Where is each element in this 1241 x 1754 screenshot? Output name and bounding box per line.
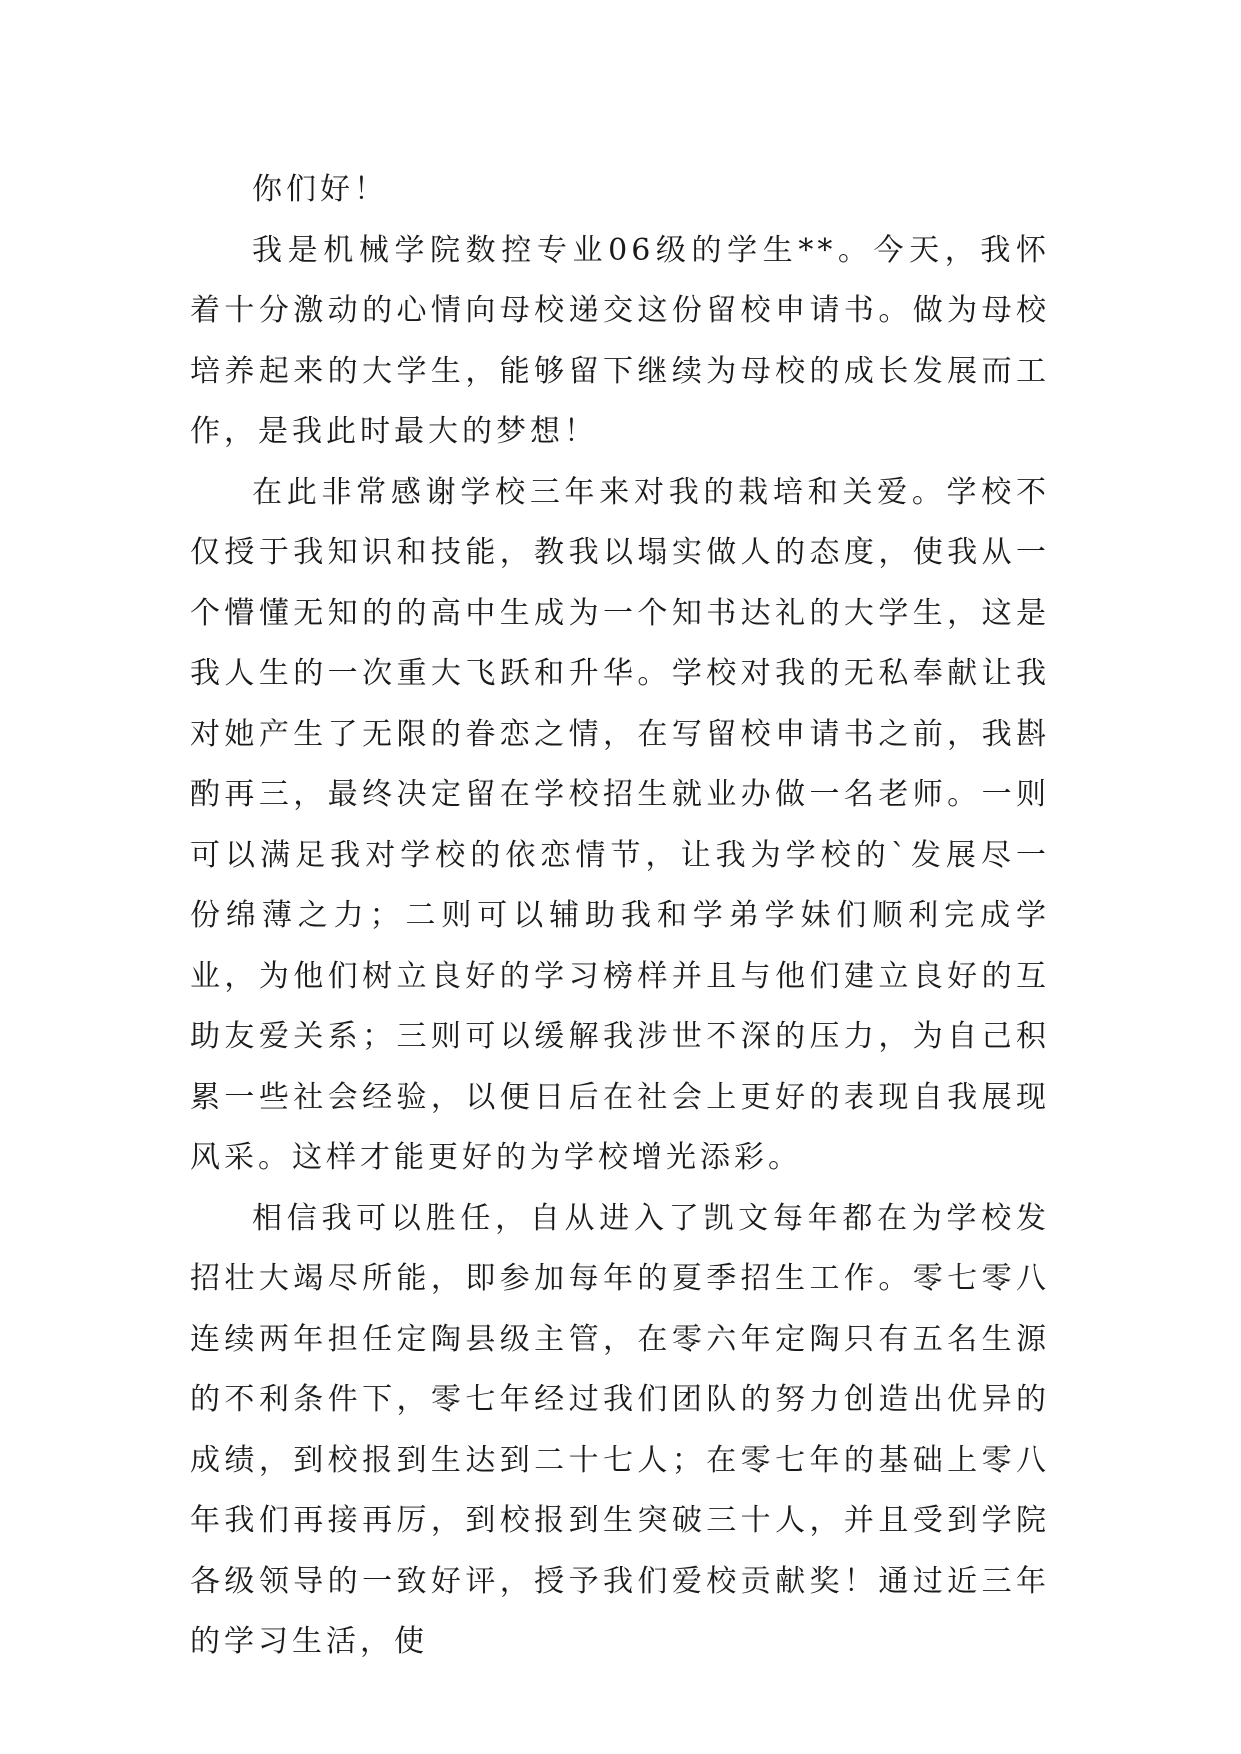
document-body xyxy=(190,160,1050,1673)
paragraph-greeting: 你们好！ xyxy=(252,172,388,207)
paragraph-qualification: 相信我可以胜任，自从进入了凯文每年都在为学校发招壮大竭尽所能，即参加每年的夏季招生工作。零七零八连续两年担任定陶县级主管，在零六年定陶只有五名生源的不利条件下，零七年经过我们团队的努力创造出优异的成绩，到校报到生达到二十七人；在零七年的基础上零八年我们再接再厉，到校报到生突破三十人，并且受到学院各级领导的一致好评，授予我们爱校贡献奖！通过近三年的学习生活，使 xyxy=(190,1200,1050,1659)
paragraph-introduction: 我是机械学院数控专业06级的学生**。今天，我怀着十分激动的心情向母校递交这份留校申请书。做为母校培养起来的大学生，能够留下继续为母校的成长发展而工作，是我此时最大的梦想！ xyxy=(190,232,1050,449)
paragraph-gratitude: 在此非常感谢学校三年来对我的栽培和关爱。学校不仅授于我知识和技能，教我以塌实做人的态度，使我从一个懵懂无知的的高中生成为一个知书达礼的大学生，这是我人生的一次重大飞跃和升华。学校对我的无私奉献让我对她产生了无限的眷恋之情，在写留校申请书之前，我斟酌再三，最终决定留在学校招生就业办做一名老师。一则可以满足我对学校的依恋情节，让我为学校的`发展尽一份绵薄之力；二则可以辅助我和学弟学妹们顺利完成学业，为他们树立良好的学习榜样并且与他们建立良好的互助友爱关系；三则可以缓解我涉世不深的压力，为自己积累一些社会经验，以便日后在社会上更好的表现自我展现风采。这样才能更好的为学校增光添彩。 xyxy=(190,474,1050,1175)
